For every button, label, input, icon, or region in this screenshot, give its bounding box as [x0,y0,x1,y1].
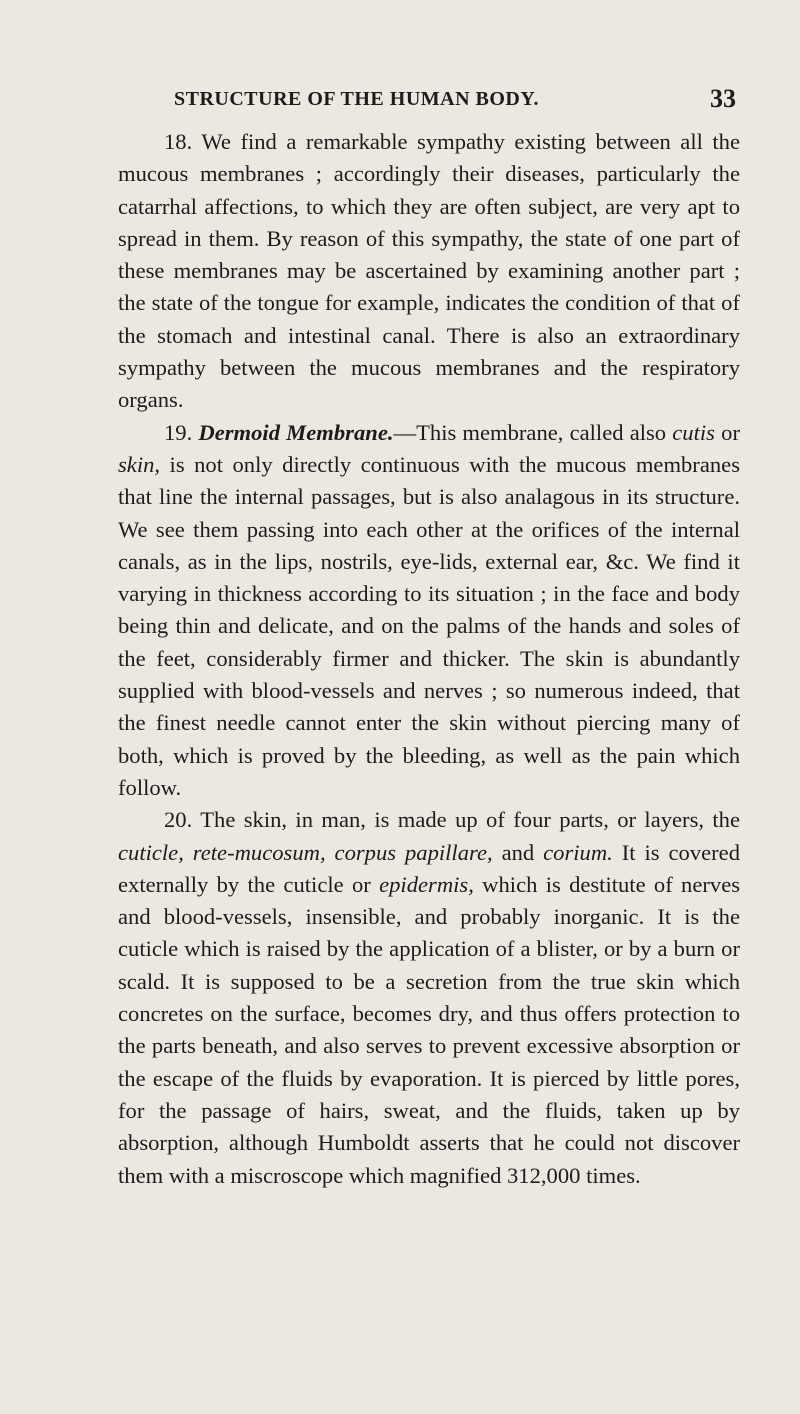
paragraph-text: and [501,839,535,865]
paragraph-text: It is covered externally by the cuticle or [118,839,740,897]
paragraph-number: 19. [164,419,193,445]
paragraph-20 [118,804,740,1192]
term: skin, [118,451,161,477]
paragraph-number: 20. [164,807,193,833]
paragraph-text: which is destitute of nerves and blood-vessels, insensible, and probably inorganic. It is the cuticle which is raised by the application of a blister, or by a burn or scald. It is supposed to be a secretion from the true skin which concretes on the surface, becomes dry, and thus offers protection to the parts beneath, and also serves to prevent excessive absorption or the escape of the fluids by evaporation. It is pierced by little pores, for the passage of hairs, sweat, and the fluids, taken up by absorption, although Humboldt asserts that he could not discover them with a miscroscope which magnified 312,000 times. [118,871,741,1188]
paragraph-19 [118,417,740,805]
paragraph-text: We find a remarkable sympathy existing between all the mucous membranes ; accordingly their diseases, particularly the catarrhal affections, to which they are often subject, are very apt to spread in them. By reason of this sympathy, the state of one part of these membranes may be ascertained by examining another part ; the state of the tongue for example, indicates the condition of that of the stomach and intestinal canal. There is also an extraordinary sympathy between the mucous membranes and the respiratory organs. [118,129,740,413]
paragraph-text: The skin, in man, is made up of four parts, or layers, the [200,807,740,833]
latin-term: cutis [672,419,715,445]
running-head [118,84,736,114]
paragraph-18 [118,126,740,417]
page-number: 33 [710,84,736,113]
paragraph-text: —This membrane, called also [393,419,667,445]
latin-term: corium. [543,839,613,865]
latin-term: epidermis, [379,871,474,897]
paragraph-text: or [721,419,740,445]
latin-term: cuticle, rete-mucosum, corpus papillare, [118,839,493,865]
paragraph-text: is not only directly continuous with the mucous membranes that line the internal passages, but is also analagous in its structure. We see them passing into each other at the orifices of the internal canals, as in the lips, nostrils, eye-lids, external ear, &c. We find it varying in thickness according to its situation ; in the face and body being thin and delicate, and on the palms of the hands and soles of the feet, considerably firmer and thicker. The skin is abundantly supplied with blood-vessels and nerves ; so numerous indeed, that the finest needle cannot enter the skin without piercing many of both, which is proved by the bleeding, as well as the pain which follow. [118,451,740,800]
paragraph-number: 18. [164,129,193,154]
body-text [118,126,740,1192]
running-title: STRUCTURE OF THE HUMAN BODY. [174,88,539,110]
section-heading: Dermoid Membrane. [198,419,394,445]
